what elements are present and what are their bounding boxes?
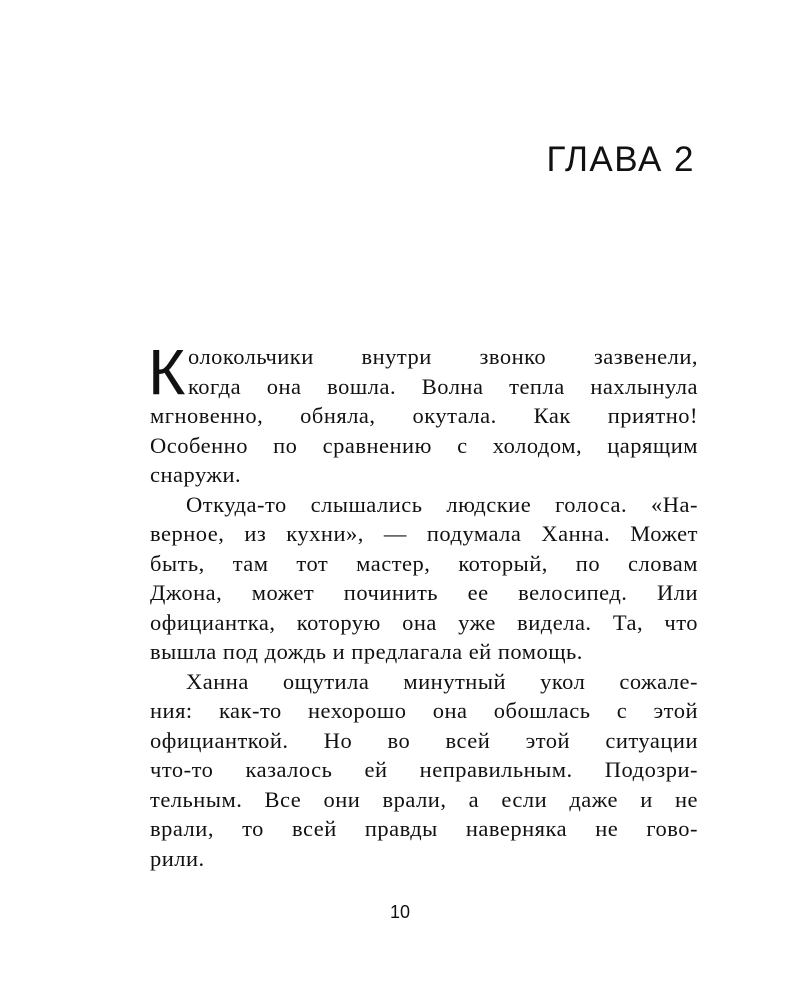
text-line: официантка, которую она уже видела. Та, что [150, 609, 698, 635]
text-line: Ханна ощутила минутный укол сожале- [186, 668, 698, 694]
text-line: ния: как-то нехорошо она обошлась с этой [150, 698, 698, 723]
text-line: вышла под дождь и предлагала ей помощь. [150, 639, 583, 664]
chapter-title: ГЛАВА 2 [546, 140, 695, 179]
text-line: Джона, может починить ее велосипед. Или [150, 580, 698, 605]
text-line: Особенно по сравнению с холодом, царящим [150, 432, 698, 458]
body-text [148, 336, 698, 873]
text-line: официанткой. Но во всей этой ситуации [150, 727, 698, 753]
text-line: когда она вошла. Волна тепла нахлынула [188, 373, 698, 399]
text-line: что-то казалось ей неправильным. Подозри- [150, 757, 698, 782]
page-number: 10 [389, 902, 411, 922]
text-line: тельным. Все они врали, а если даже и не [150, 786, 698, 812]
text-line: верное, из кухни», — подумала Ханна. Может [150, 521, 698, 546]
drop-cap: К [148, 336, 186, 408]
text-line: олокольчики внутри звонко зазвенели, [188, 344, 698, 369]
text-line: быть, там тот мастер, который, по словам [150, 550, 698, 576]
text-line: Откуда-то слышались людские голоса. «На- [186, 491, 698, 517]
text-line: рили. [150, 845, 205, 871]
text-line: мгновенно, обняла, окутала. Как приятно! [150, 403, 698, 428]
text-line: врали, то всей правды наверняка не гово- [150, 816, 698, 841]
text-line: снаружи. [150, 462, 242, 487]
